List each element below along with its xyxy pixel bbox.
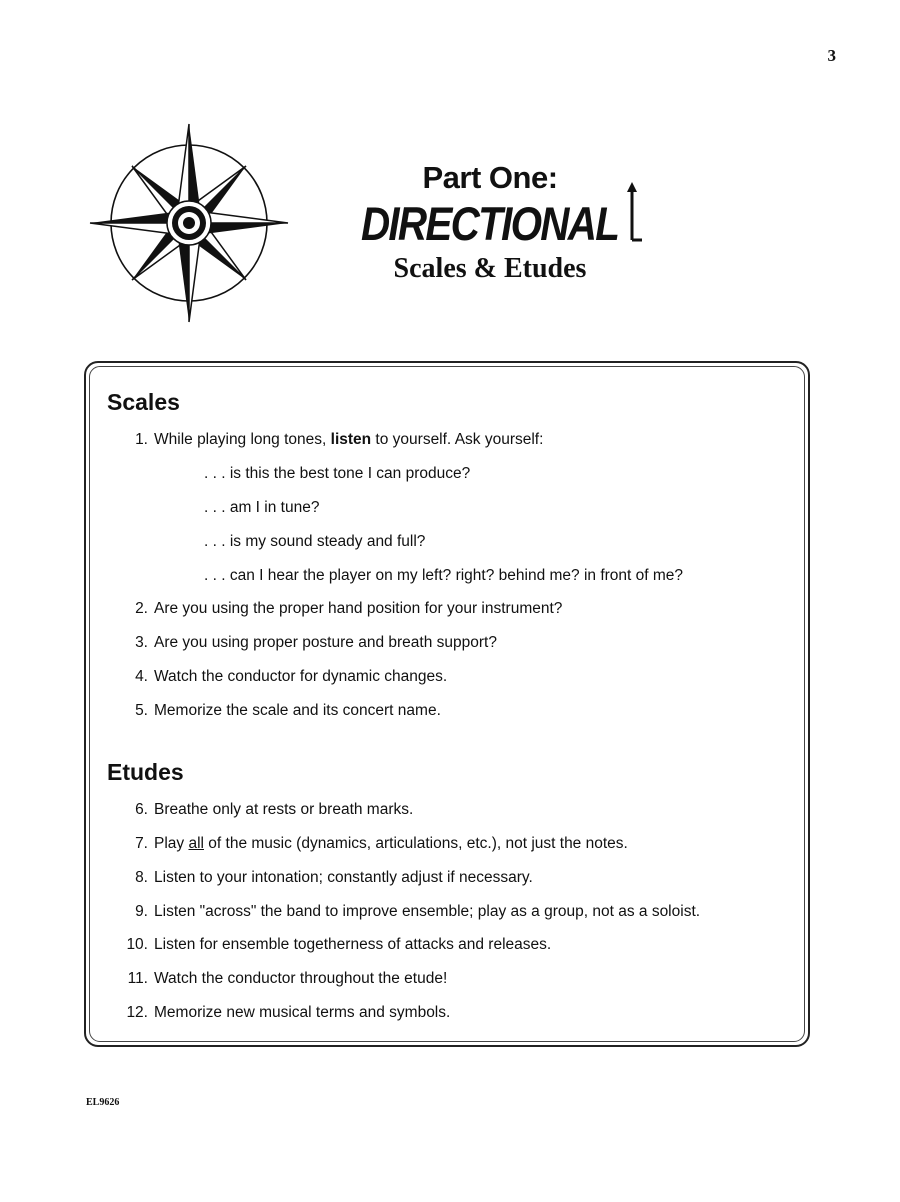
list-item-9	[108, 902, 700, 922]
item-text: Listen for ensemble togetherness of attacks and releases.	[154, 936, 552, 953]
item-underlined: all	[188, 835, 204, 852]
footer-code: EL9626	[86, 1097, 120, 1108]
subtitle: Scales & Etudes	[393, 253, 587, 284]
item-text: Memorize new musical terms and symbols.	[154, 1004, 451, 1021]
item-number: 8.	[135, 869, 148, 886]
item-text: Are you using the proper hand position for your instrument?	[154, 600, 563, 617]
list-item-7	[108, 834, 628, 854]
page-number: 3	[827, 46, 836, 65]
item-text: Watch the conductor throughout the etude!	[154, 970, 448, 987]
sub-item: . . . can I hear the player on my left? right? behind me? in front of me?	[204, 567, 684, 584]
item-text: Breathe only at rests or breath marks.	[154, 801, 414, 818]
item-text: Listen to your intonation; constantly adjust if necessary.	[154, 869, 533, 886]
list-item-6	[108, 800, 413, 820]
list-item-5	[108, 701, 441, 721]
item-number: 7.	[135, 835, 148, 852]
part-label: Part One:	[422, 160, 558, 195]
list-item-4	[108, 667, 447, 687]
title-block	[330, 160, 650, 286]
etudes-heading: Etudes	[107, 759, 184, 785]
item-number: 5.	[135, 702, 148, 719]
sub-item: . . . is this the best tone I can produce?	[204, 465, 471, 482]
item-number: 11.	[127, 970, 148, 987]
compass-rose-icon	[86, 120, 292, 326]
up-arrow-icon	[624, 182, 644, 250]
item-number: 10.	[126, 936, 148, 953]
list-item-8	[108, 868, 533, 888]
scales-heading: Scales	[107, 389, 180, 415]
item-number: 12.	[126, 1004, 148, 1021]
list-item-2	[108, 599, 562, 619]
tips-box-inner	[89, 366, 805, 1042]
sub-item: . . . am I in tune?	[204, 499, 320, 516]
item-text-after: to yourself. Ask yourself:	[371, 431, 544, 448]
item-number: 1.	[135, 431, 148, 448]
item-text: Listen "across" the band to improve ensemble; play as a group, not as a soloist.	[154, 903, 701, 920]
tips-box	[84, 361, 810, 1047]
list-item-12	[108, 1003, 450, 1023]
item-emphasis: listen	[330, 431, 372, 448]
item-text-before: Play	[154, 835, 189, 852]
item-number: 9.	[135, 903, 148, 920]
sub-item: . . . is my sound steady and full?	[204, 533, 426, 550]
item-number: 3.	[135, 634, 148, 651]
item-text-after: of the music (dynamics, articulations, etc.), not just the notes.	[203, 835, 628, 852]
item-text: Are you using proper posture and breath support?	[154, 634, 497, 651]
series-title: DIRECTIONAL	[361, 197, 619, 250]
item-number: 4.	[135, 668, 148, 685]
list-item-10	[108, 935, 551, 955]
list-item-1	[108, 430, 543, 450]
item-number: 2.	[135, 600, 148, 617]
item-number: 6.	[135, 801, 148, 818]
list-item-3	[108, 633, 497, 653]
item-text: Watch the conductor for dynamic changes.	[154, 668, 448, 685]
item-text: Memorize the scale and its concert name.	[154, 702, 441, 719]
series-title-wrap	[340, 198, 639, 250]
list-item-11	[108, 969, 447, 989]
item-text-before: While playing long tones,	[154, 431, 331, 448]
